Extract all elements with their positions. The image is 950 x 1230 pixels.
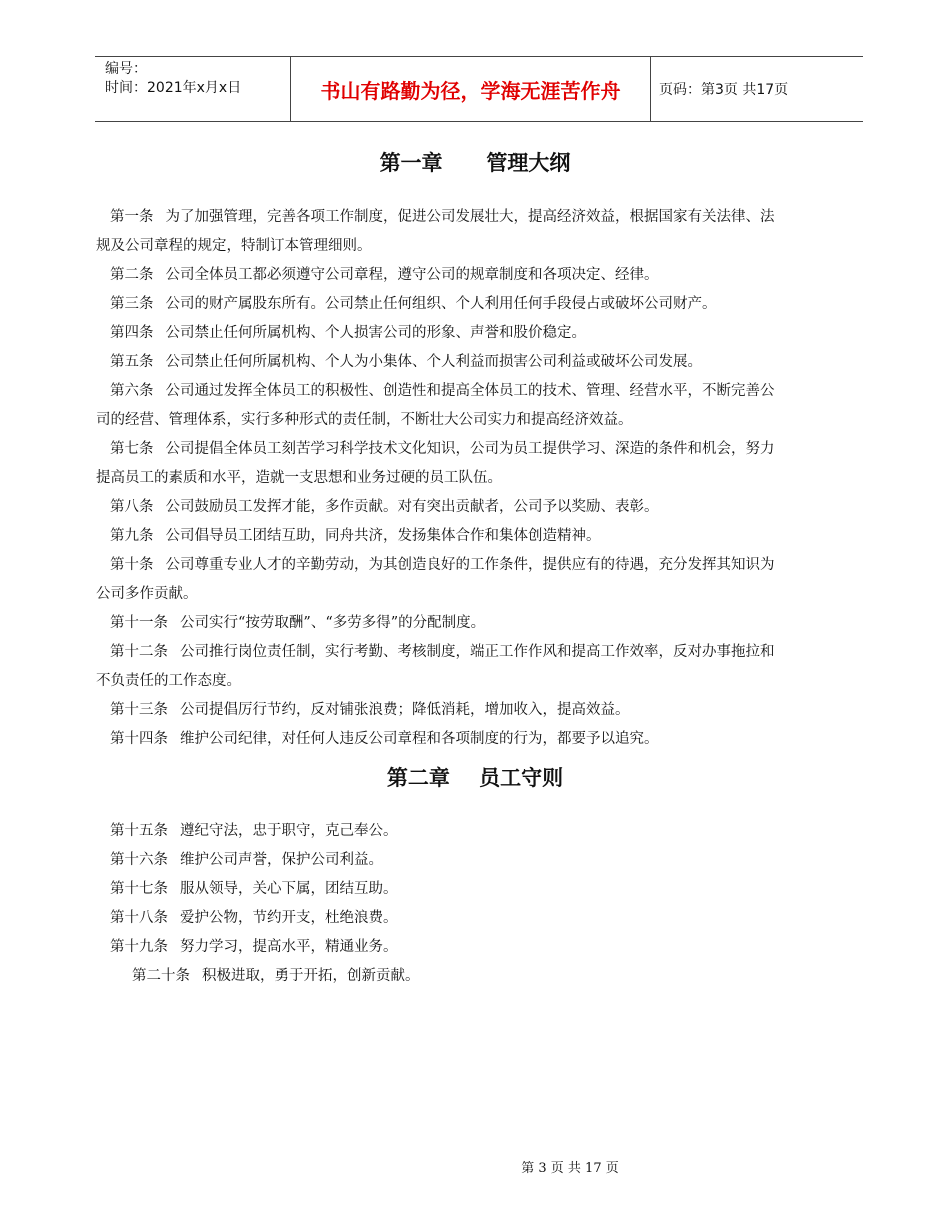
article-continuation: 不负责任的工作态度。: [96, 673, 241, 689]
article: 第三条 公司的财产属股东所有。公司禁止任何组织、个人利用任何手段侵占或破坏公司财产。: [110, 296, 717, 312]
article: 第十九条 努力学习，提高水平，精通业务。: [110, 939, 398, 955]
article: 第十二条 公司推行岗位责任制，实行考勤、考核制度，端正工作作风和提高工作效率，反对办事拖拉和: [110, 644, 775, 660]
article: 第十四条 维护公司纪律，对任何人违反公司章程和各项制度的行为，都要予以追究。: [110, 731, 659, 747]
article-continuation: 司的经营、管理体系，实行多种形式的责任制，不断壮大公司实力和提高经济效益。: [96, 412, 633, 428]
article: 第一条 为了加强管理，完善各项工作制度，促进公司发展壮大，提高经济效益，根据国家有关法律、法: [110, 209, 775, 225]
header-meta: [95, 57, 291, 121]
article: 第九条 公司倡导员工团结互助，同舟共济，发扬集体合作和集体创造精神。: [110, 528, 601, 544]
page-footer: 第 3 页 共 17 页: [521, 1161, 619, 1176]
article-continuation: 公司多作贡献。: [96, 586, 198, 602]
article: 第十六条 维护公司声誉，保护公司利益。: [110, 852, 383, 868]
article: 第四条 公司禁止任何所属机构、个人损害公司的形象、声誉和股价稳定。: [110, 325, 586, 341]
article: 第十条 公司尊重专业人才的辛勤劳动，为其创造良好的工作条件，提供应有的待遇，充分发挥其知识为: [110, 557, 775, 573]
time-label: 时间：2021年x月x日: [105, 80, 242, 96]
article: 第十五条 遵纪守法，忠于职守，克己奉公。: [110, 823, 398, 839]
article: 第八条 公司鼓励员工发挥才能，多作贡献。对有突出贡献者，公司予以奖励、表彰。: [110, 499, 659, 515]
article: 第十八条 爱护公物，节约开支，杜绝浪费。: [110, 910, 398, 926]
article: 第七条 公司提倡全体员工刻苦学习科学技术文化知识，公司为员工提供学习、深造的条件和机会，努力: [110, 441, 775, 457]
article: 第六条 公司通过发挥全体员工的积极性、创造性和提高全体员工的技术、管理、经营水平，不断完善公: [110, 383, 775, 399]
header-motto: 书山有路勤为径，学海无涯苦作舟: [291, 57, 651, 121]
chapter-1-body: [96, 203, 866, 754]
page-header: [95, 56, 863, 122]
article: 第五条 公司禁止任何所属机构、个人为小集体、个人利益而损害公司利益或破坏公司发展。: [110, 354, 702, 370]
article-continuation: 规及公司章程的规定，特制订本管理细则。: [96, 238, 372, 254]
article-continuation: 提高员工的素质和水平，造就一支思想和业务过硬的员工队伍。: [96, 470, 502, 486]
chapter-2-title: 第二章 员工守则: [386, 766, 564, 790]
article: 第十三条 公司提倡厉行节约，反对铺张浪费；降低消耗，增加收入，提高效益。: [110, 702, 630, 718]
article: 第十七条 服从领导，关心下属，团结互助。: [110, 881, 398, 897]
article: 第二条 公司全体员工都必须遵守公司章程，遵守公司的规章制度和各项决定、经律。: [110, 267, 659, 283]
chapter-1-title: 第一章 管理大纲: [379, 151, 571, 175]
chapter-2-body: [110, 817, 866, 991]
number-label: 编号：: [105, 61, 147, 77]
article: 第十一条 公司实行“按劳取酬”、“多劳多得”的分配制度。: [110, 615, 486, 631]
header-page-label: 页码：第3页 共17页: [659, 82, 789, 98]
article: 第二十条 积极进取，勇于开拓，创新贡献。: [132, 968, 420, 984]
